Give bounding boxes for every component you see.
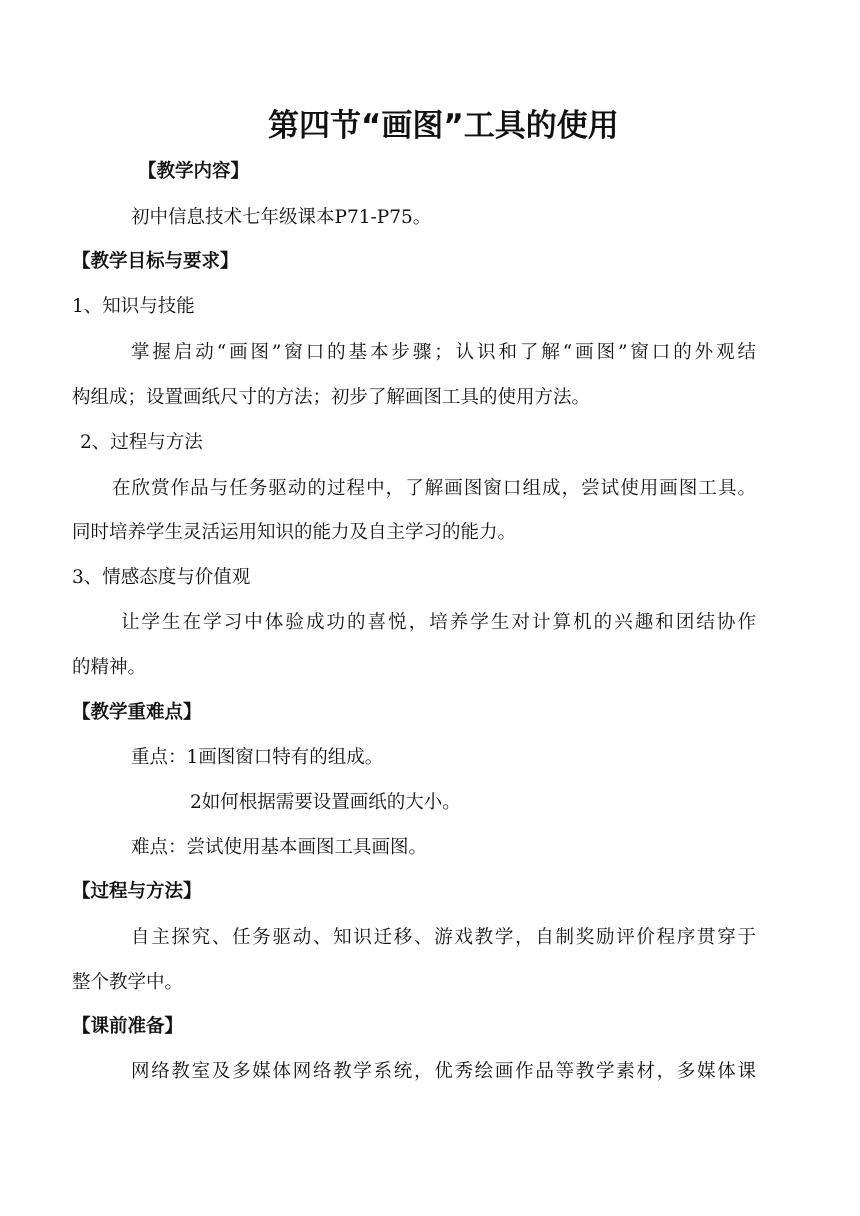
goal3-label: 3、情感态度与价值观	[72, 567, 251, 588]
heading-content: 【教学内容】	[138, 161, 250, 182]
goal2-line1: 在欣赏作品与任务驱动的过程中，了解画图窗口组成，尝试使用画图工具。	[112, 478, 756, 499]
goal1-line2: 构组成；设置画纸尺寸的方法；初步了解画图工具的使用方法。	[72, 387, 591, 408]
difficulty: 难点：尝试使用基本画图工具画图。	[131, 837, 428, 858]
goal2-label: 2、过程与方法	[80, 432, 203, 453]
keypoint1: 重点：1画图窗口特有的组成。	[131, 747, 384, 768]
prep-line1: 网络教室及多媒体网络教学系统，优秀绘画作品等教学素材，多媒体课	[131, 1061, 756, 1082]
keypoint2: 2如何根据需要设置画纸的大小。	[190, 792, 461, 813]
goal1-label: 1、知识与技能	[72, 296, 195, 317]
heading-goals: 【教学目标与要求】	[72, 251, 239, 272]
content-text: 初中信息技术七年级课本P71-P75。	[131, 207, 432, 228]
heading-method: 【过程与方法】	[72, 881, 202, 902]
heading-keypoints: 【教学重难点】	[72, 702, 202, 723]
goal3-line2: 的精神。	[72, 657, 147, 678]
page-title: 第四节“画图”工具的使用	[268, 108, 619, 144]
method-line2: 整个教学中。	[72, 972, 184, 993]
heading-prep: 【课前准备】	[72, 1016, 184, 1037]
method-line1: 自主探究、任务驱动、知识迁移、游戏教学，自制奖励评价程序贯穿于	[131, 927, 756, 948]
goal2-line2: 同时培养学生灵活运用知识的能力及自主学习的能力。	[72, 522, 517, 543]
goal1-line1: 掌握启动“画图”窗口的基本步骤；认识和了解“画图”窗口的外观结	[131, 342, 756, 363]
goal3-line1: 让学生在学习中体验成功的喜悦，培养学生对计算机的兴趣和团结协作	[121, 612, 756, 633]
